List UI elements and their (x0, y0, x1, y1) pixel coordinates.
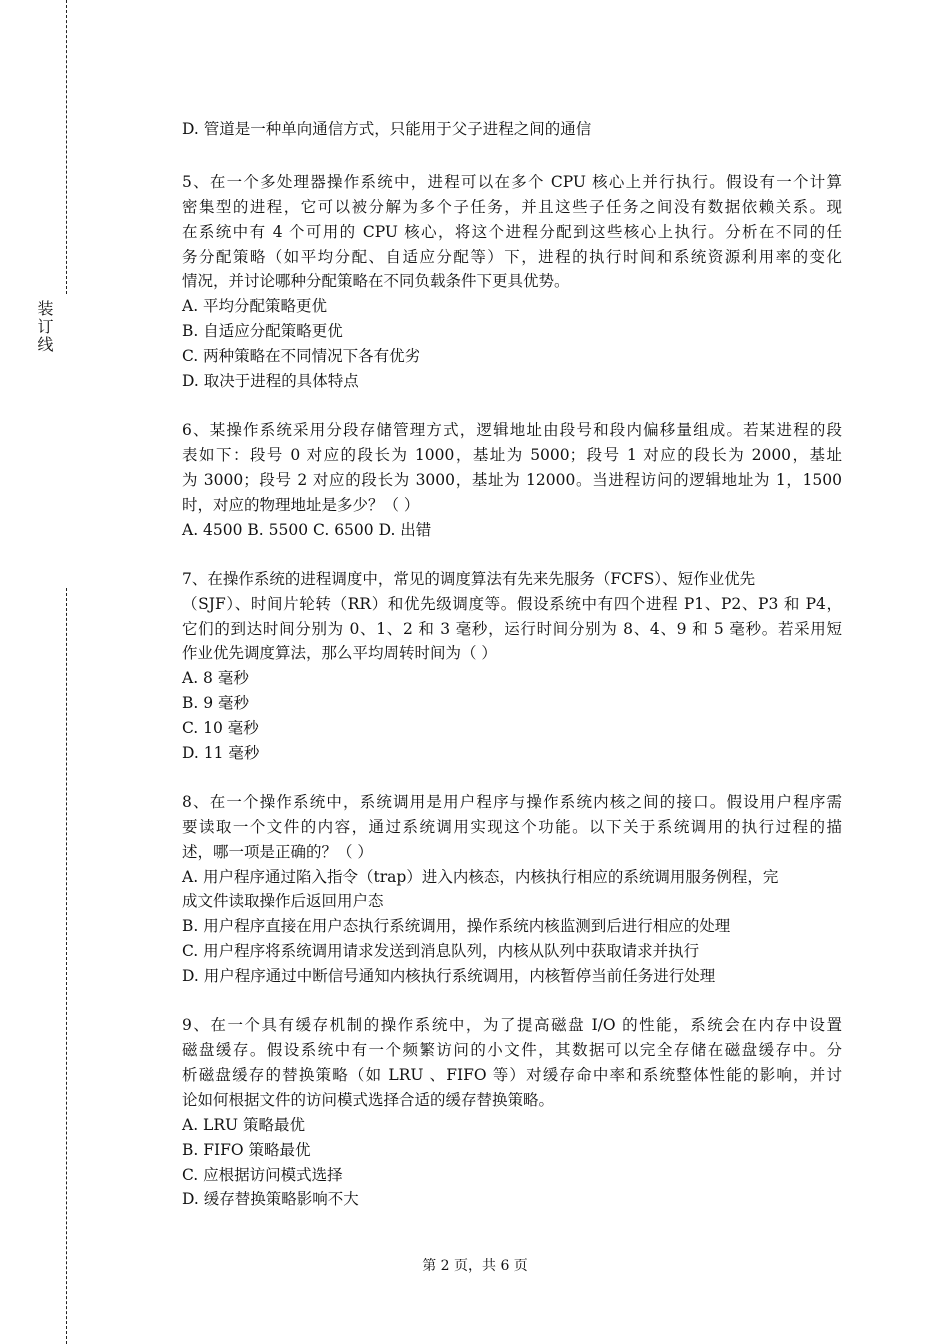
prev-option-d: D. 管道是一种单向通信方式，只能用于父子进程之间的通信 (182, 120, 592, 138)
q8-stem-line: 述，哪一项是正确的？（ ） (182, 843, 373, 861)
q8-option-a-cont: 成文件读取操作后返回用户态 (182, 892, 384, 910)
q5-option-a: A. 平均分配策略更优 (182, 297, 328, 315)
q5-stem-line: 5、在一个多处理器操作系统中，进程可以在多个 CPU 核心上并行执行。假设有一个计算 (182, 173, 842, 191)
q8-stem-line: 8、在一个操作系统中，系统调用是用户程序与操作系统内核之间的接口。假设用户程序需 (182, 793, 842, 811)
q5-option-c: C. 两种策略在不同情况下各有优劣 (182, 347, 421, 365)
q7-stem-line: 它们的到达时间分别为 0、1、2 和 3 毫秒，运行时间分别为 8、4、9 和 5 毫秒。若采用短 (182, 620, 842, 638)
q9-stem-line: 磁盘缓存。假设系统中有一个频繁访问的小文件，其数据可以完全存储在磁盘缓存中。分 (182, 1041, 842, 1059)
binding-label: 装订线 (35, 300, 54, 354)
q6-stem-line: 为 3000；段号 2 对应的段长为 3000，基址为 12000。当进程访问的逻辑地址为 1，1500 (182, 471, 842, 489)
q5-stem-line: 务分配策略（如平均分配、自适应分配等）下，进程的执行时间和系统资源利用率的变化 (182, 248, 842, 266)
q9-stem-line: 论如何根据文件的访问模式选择合适的缓存替换策略。 (182, 1091, 555, 1109)
q6-options: A. 4500 B. 5500 C. 6500 D. 出错 (182, 521, 432, 539)
q9-option-b: B. FIFO 策略最优 (182, 1141, 311, 1159)
q9-stem-line: 9、在一个具有缓存机制的操作系统中，为了提高磁盘 I/O 的性能，系统会在内存中设置 (182, 1016, 842, 1034)
q5-stem-line: 情况，并讨论哪种分配策略在不同负载条件下更具优势。 (182, 272, 570, 290)
q7-option-c: C. 10 毫秒 (182, 719, 259, 737)
q5-option-d: D. 取决于进程的具体特点 (182, 372, 359, 390)
q5-stem-line: 密集型的进程，它可以被分解为多个子任务，并且这些子任务之间没有数据依赖关系。现 (182, 198, 842, 216)
q8-stem-line: 要读取一个文件的内容，通过系统调用实现这个功能。以下关于系统调用的执行过程的描 (182, 818, 842, 836)
q7-option-a: A. 8 毫秒 (182, 669, 249, 687)
q6-stem-line: 时，对应的物理地址是多少？（ ） (182, 496, 420, 514)
q7-stem-line: （SJF）、时间片轮转（RR）和优先级调度等。假设系统中有四个进程 P1、P2、P3 和 P4， (182, 595, 842, 613)
q6-stem-line: 6、某操作系统采用分段存储管理方式，逻辑地址由段号和段内偏移量组成。若某进程的段 (182, 421, 842, 439)
q5-option-b: B. 自适应分配策略更优 (182, 322, 343, 340)
q6-stem-line: 表如下：段号 0 对应的段长为 1000，基址为 5000；段号 1 对应的段长为 2000，基址 (182, 446, 842, 464)
page-footer: 第 2 页，共 6 页 (422, 1258, 528, 1274)
q8-option-d: D. 用户程序通过中断信号通知内核执行系统调用，内核暂停当前任务进行处理 (182, 967, 716, 985)
binding-dashed-line-top (66, 0, 67, 294)
q7-stem-line: 作业优先调度算法，那么平均周转时间为（ ） (182, 644, 497, 662)
q8-option-c: C. 用户程序将系统调用请求发送到消息队列，内核从队列中获取请求并执行 (182, 942, 700, 960)
q9-option-d: D. 缓存替换策略影响不大 (182, 1190, 359, 1208)
binding-dashed-line-bottom (66, 588, 67, 1344)
q5-stem-line: 在系统中有 4 个可用的 CPU 核心，将这个进程分配到这些核心上执行。分析在不同的任 (182, 223, 842, 241)
q7-stem-line: 7、在操作系统的进程调度中，常见的调度算法有先来先服务（FCFS）、短作业优先 (182, 570, 756, 588)
q9-option-a: A. LRU 策略最优 (182, 1116, 306, 1134)
q8-option-b: B. 用户程序直接在用户态执行系统调用，操作系统内核监测到后进行相应的处理 (182, 917, 731, 935)
q8-option-a: A. 用户程序通过陷入指令（trap）进入内核态，内核执行相应的系统调用服务例程，完 (182, 868, 779, 886)
q9-stem-line: 析磁盘缓存的替换策略（如 LRU 、FIFO 等）对缓存命中率和系统整体性能的影响，并讨 (182, 1066, 842, 1084)
q7-option-b: B. 9 毫秒 (182, 694, 250, 712)
q7-option-d: D. 11 毫秒 (182, 744, 260, 762)
q9-option-c: C. 应根据访问模式选择 (182, 1166, 343, 1184)
